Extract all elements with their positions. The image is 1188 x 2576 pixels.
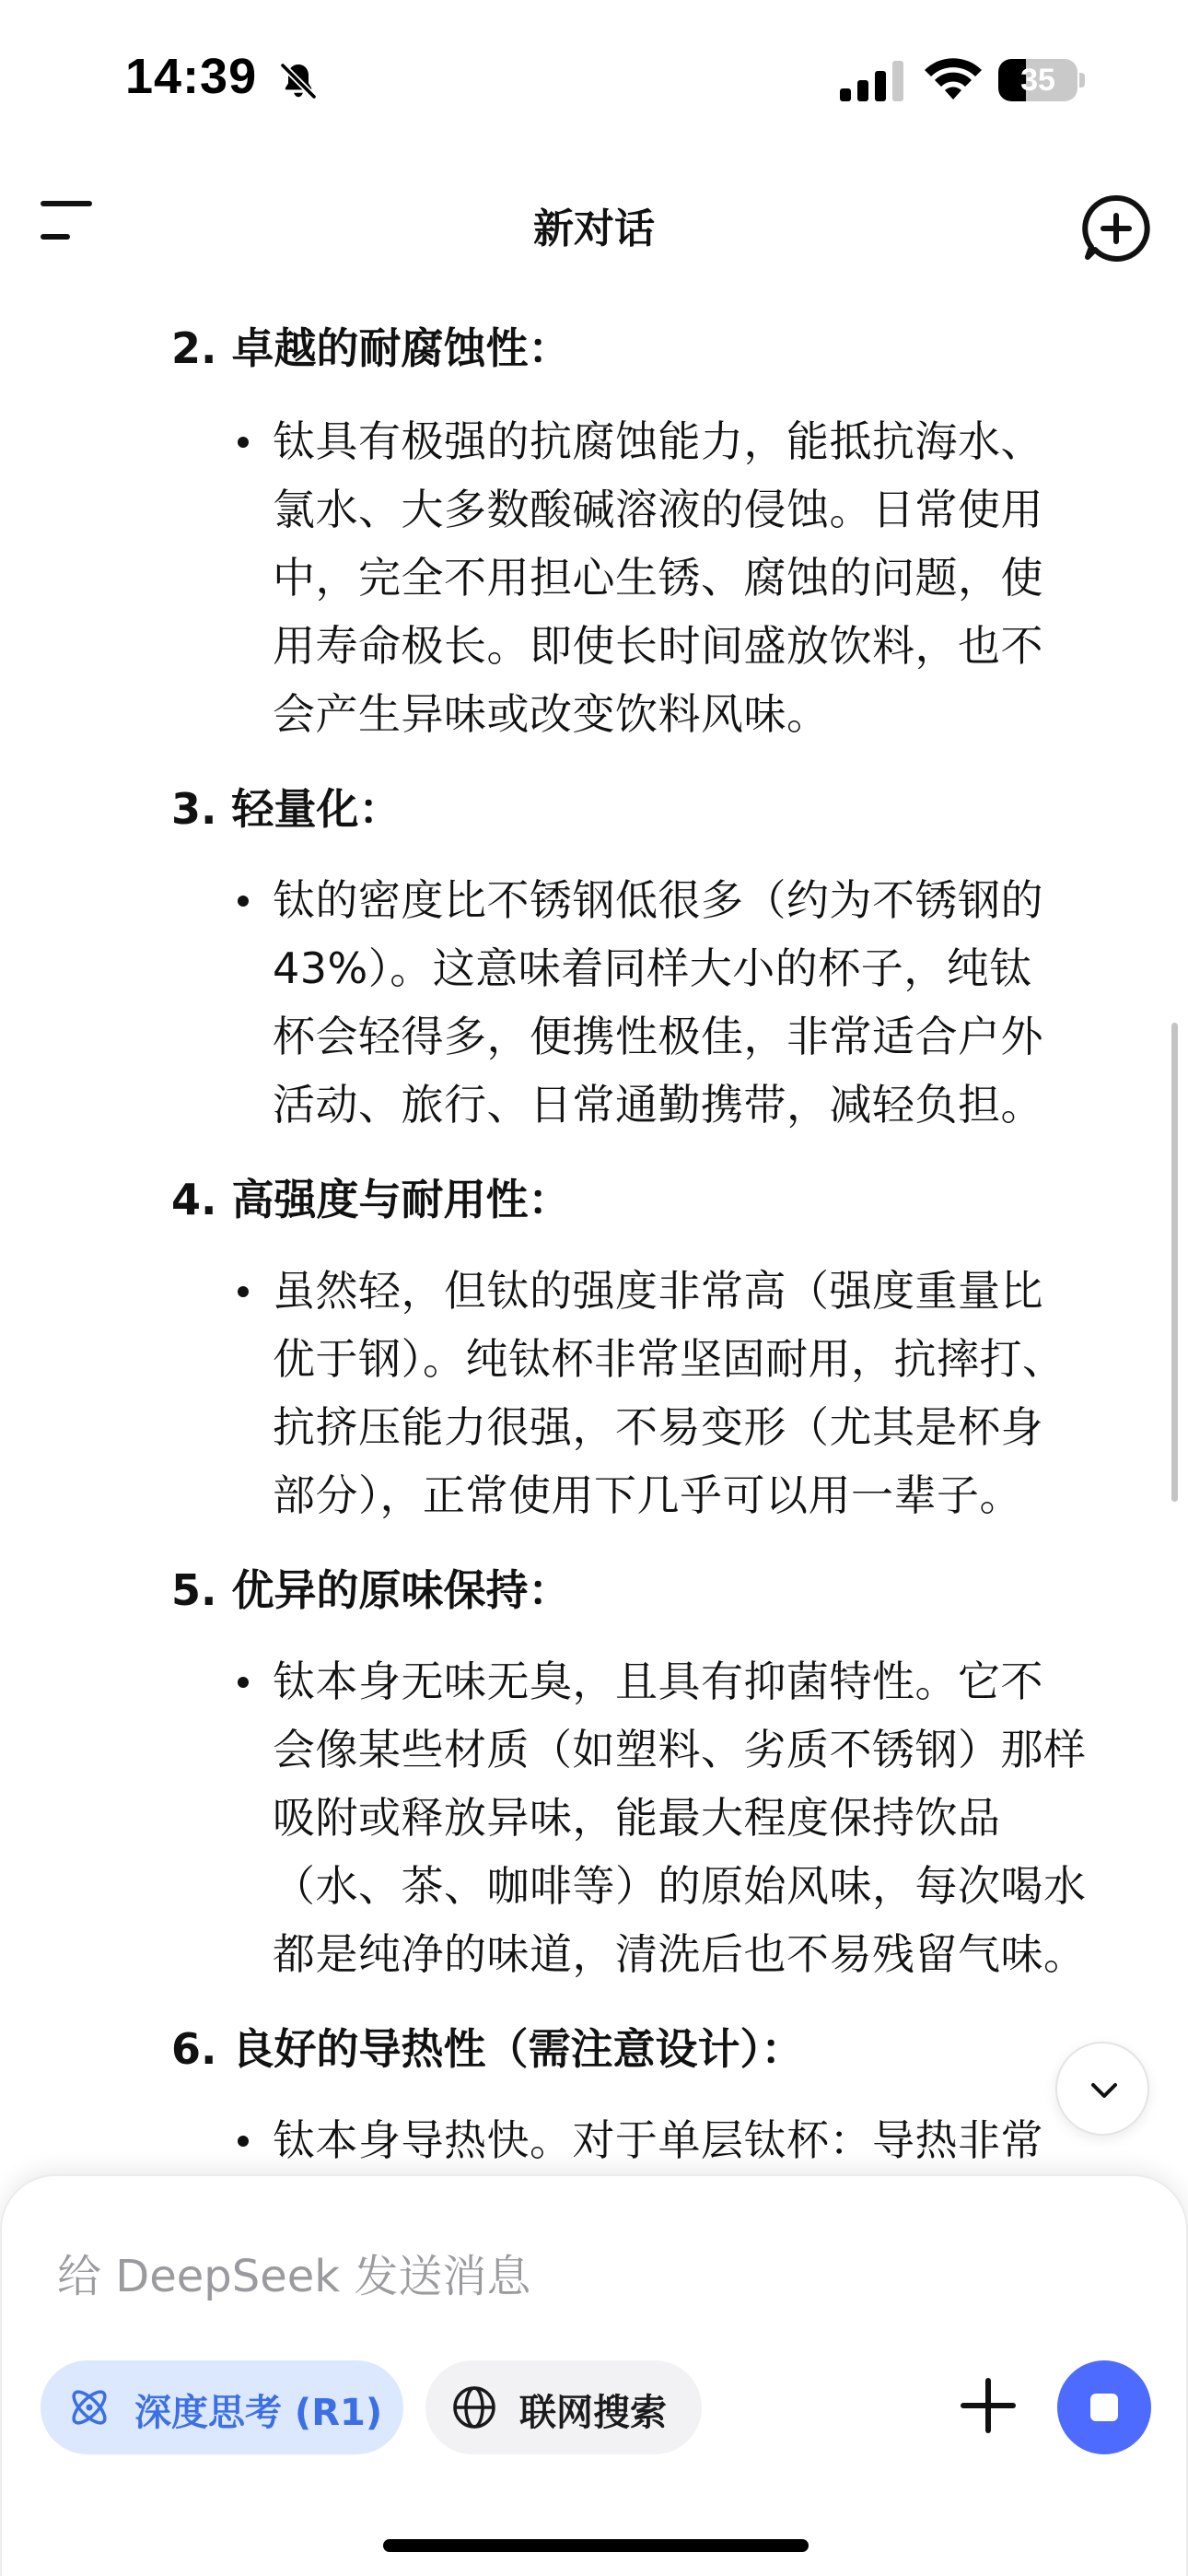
deep-think-label: 深度思考 (R1): [134, 2392, 383, 2434]
web-search-button[interactable]: [425, 2360, 702, 2454]
wifi-icon: [924, 57, 983, 101]
bullet-dot: [238, 437, 249, 448]
status-bar: [0, 0, 1188, 157]
message-input[interactable]: 给 DeepSeek 发送消息: [57, 2251, 531, 2302]
bullet-dot: [238, 2136, 249, 2147]
cellular-signal-icon: [840, 61, 904, 101]
bullet-text: 钛本身无味无臭，且具有抑菌特性。它不 会像某些材质（如塑料、劣质不锈钢）那样 吸附或释放异味，能最大程度保持饮品 （水、茶、咖啡等）的原始风味，每次喝水 都是纯净的味道，清洗后也不易残留气味。: [273, 1657, 1087, 1979]
chevron-down-icon: [1086, 2072, 1123, 2109]
home-indicator[interactable]: [383, 2539, 809, 2552]
section-heading: 5. 优异的原味保持：: [171, 1565, 571, 1615]
web-search-label: 联网搜索: [519, 2392, 667, 2434]
plus-icon[interactable]: [954, 2371, 1022, 2440]
section-heading: 6. 良好的导热性（需注意设计）：: [171, 2024, 804, 2074]
bullet-text: 钛的密度比不锈钢低很多（约为不锈钢的 43%）。这意味着同样大小的杯子，纯钛 杯会轻得多，便携性极佳，非常适合户外 活动、旅行、日常通勤携带，减轻负担。: [273, 875, 1043, 1130]
stop-icon: [1090, 2394, 1118, 2421]
new-chat-icon[interactable]: [1079, 192, 1153, 265]
chat-header: [0, 175, 1188, 276]
bullet-text: 钛本身导热快。对于单层钛杯：导热非常: [273, 2115, 1043, 2165]
battery-icon: [998, 59, 1085, 101]
battery-level: 35: [1020, 63, 1055, 98]
atom-icon: [66, 2384, 112, 2430]
stop-button[interactable]: [1057, 2360, 1151, 2454]
page-title: 新对话: [533, 205, 655, 252]
section-heading: 3. 轻量化：: [171, 784, 402, 834]
status-time: 14:39: [125, 49, 258, 104]
deep-think-button[interactable]: [41, 2360, 403, 2454]
globe-icon: [451, 2384, 497, 2430]
assistant-message: [0, 276, 1188, 2174]
bell-slash-icon: [276, 59, 320, 103]
bullet-dot: [238, 896, 249, 907]
section-heading: 4. 高强度与耐用性：: [171, 1175, 571, 1224]
bullet-dot: [238, 1677, 249, 1688]
scroll-to-bottom-button[interactable]: [1055, 2042, 1149, 2136]
section-heading: 2. 卓越的耐腐蚀性：: [171, 323, 571, 373]
bullet-text: 虽然轻，但钛的强度非常高（强度重量比 优于钢）。纯钛杯非常坚固耐用，抗摔打、 抗挤压能力很强，不易变形（尤其是杯身 部分），正常使用下几乎可以用一辈子。: [273, 1266, 1066, 1520]
composer: [0, 2174, 1188, 2576]
bullet-dot: [238, 1286, 249, 1297]
bullet-text: 钛具有极强的抗腐蚀能力，能抵抗海水、 氯水、大多数酸碱溶液的侵蚀。日常使用 中，完全不用担心生锈、腐蚀的问题，使 用寿命极长。即使长时间盛放饮料，也不 会产生异味或改变饮料风味。: [273, 416, 1043, 739]
scrollbar-thumb[interactable]: [1171, 1023, 1178, 1502]
